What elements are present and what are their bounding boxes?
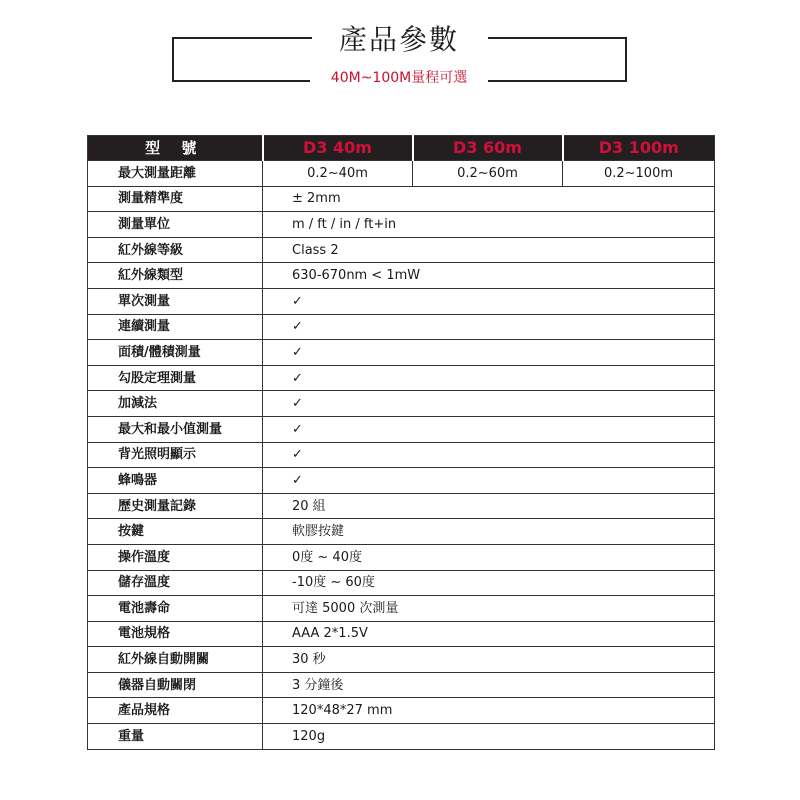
row-value: -10度 ~ 60度	[263, 570, 715, 596]
row-value: 120g	[263, 724, 715, 750]
table-row	[88, 621, 715, 647]
row-label: 電池壽命	[88, 596, 263, 622]
table-row	[88, 698, 715, 724]
table-row	[88, 365, 715, 391]
row-label: 歷史測量記錄	[88, 493, 263, 519]
row-value: ± 2mm	[263, 186, 715, 212]
table-row	[88, 340, 715, 366]
table-row	[88, 288, 715, 314]
model-d3-100m: D3 100m	[563, 136, 715, 161]
row-label: 紅外線等級	[88, 237, 263, 263]
row-label: 儲存溫度	[88, 570, 263, 596]
table-row	[88, 493, 715, 519]
table-header-row	[88, 136, 715, 161]
range-d3-60m: 0.2~60m	[413, 161, 563, 187]
table-row	[88, 212, 715, 238]
row-value: 3 分鐘後	[263, 672, 715, 698]
row-value: ✓	[263, 468, 715, 494]
range-d3-40m: 0.2~40m	[263, 161, 413, 187]
row-value: ✓	[263, 314, 715, 340]
row-label: 背光照明顯示	[88, 442, 263, 468]
range-subtitle: 40M~100M量程可選	[310, 68, 488, 88]
row-value: ✓	[263, 391, 715, 417]
table-row	[88, 519, 715, 545]
table-row	[88, 468, 715, 494]
row-value: ✓	[263, 442, 715, 468]
title-frame-left	[172, 37, 312, 82]
row-label: 勾股定理測量	[88, 365, 263, 391]
table-row	[88, 263, 715, 289]
row-label: 電池規格	[88, 621, 263, 647]
row-label: 紅外線自動開關	[88, 647, 263, 673]
row-label: 測量單位	[88, 212, 263, 238]
row-label: 最大和最小值測量	[88, 416, 263, 442]
row-value: 630-670nm < 1mW	[263, 263, 715, 289]
table-row	[88, 186, 715, 212]
row-value: 可達 5000 次測量	[263, 596, 715, 622]
row-label: 單次測量	[88, 288, 263, 314]
row-label: 測量精準度	[88, 186, 263, 212]
table-row	[88, 416, 715, 442]
row-value: ✓	[263, 288, 715, 314]
row-label: 紅外線類型	[88, 263, 263, 289]
model-d3-40m: D3 40m	[263, 136, 413, 161]
row-value: 軟膠按鍵	[263, 519, 715, 545]
row-label: 面積/體積測量	[88, 340, 263, 366]
row-label: 最大測量距離	[88, 161, 263, 187]
row-value: 30 秒	[263, 647, 715, 673]
table-row	[88, 237, 715, 263]
table-row	[88, 391, 715, 417]
row-value: ✓	[263, 365, 715, 391]
page-title: 產品參數	[338, 23, 459, 56]
row-label: 連續測量	[88, 314, 263, 340]
row-label: 產品規格	[88, 698, 263, 724]
table-row	[88, 570, 715, 596]
table-row-max-range	[88, 161, 715, 187]
row-value: 0度 ~ 40度	[263, 544, 715, 570]
table-row	[88, 442, 715, 468]
table-row	[88, 596, 715, 622]
range-d3-100m: 0.2~100m	[563, 161, 715, 187]
row-value: AAA 2*1.5V	[263, 621, 715, 647]
table-row	[88, 672, 715, 698]
row-value: Class 2	[263, 237, 715, 263]
model-d3-60m: D3 60m	[413, 136, 563, 161]
table-row	[88, 647, 715, 673]
row-value: ✓	[263, 416, 715, 442]
row-label: 加減法	[88, 391, 263, 417]
row-value: 20 組	[263, 493, 715, 519]
row-value: ✓	[263, 340, 715, 366]
row-value: m / ft / in / ft+in	[263, 212, 715, 238]
row-label: 儀器自動關閉	[88, 672, 263, 698]
row-label: 蜂鳴器	[88, 468, 263, 494]
table-row	[88, 724, 715, 750]
row-label: 操作溫度	[88, 544, 263, 570]
title-frame-right	[488, 37, 627, 82]
table-row	[88, 544, 715, 570]
spec-table	[87, 135, 715, 750]
row-label: 按鍵	[88, 519, 263, 545]
table-row	[88, 314, 715, 340]
row-label: 重量	[88, 724, 263, 750]
model-header-label: 型 號	[88, 136, 263, 161]
row-value: 120*48*27 mm	[263, 698, 715, 724]
